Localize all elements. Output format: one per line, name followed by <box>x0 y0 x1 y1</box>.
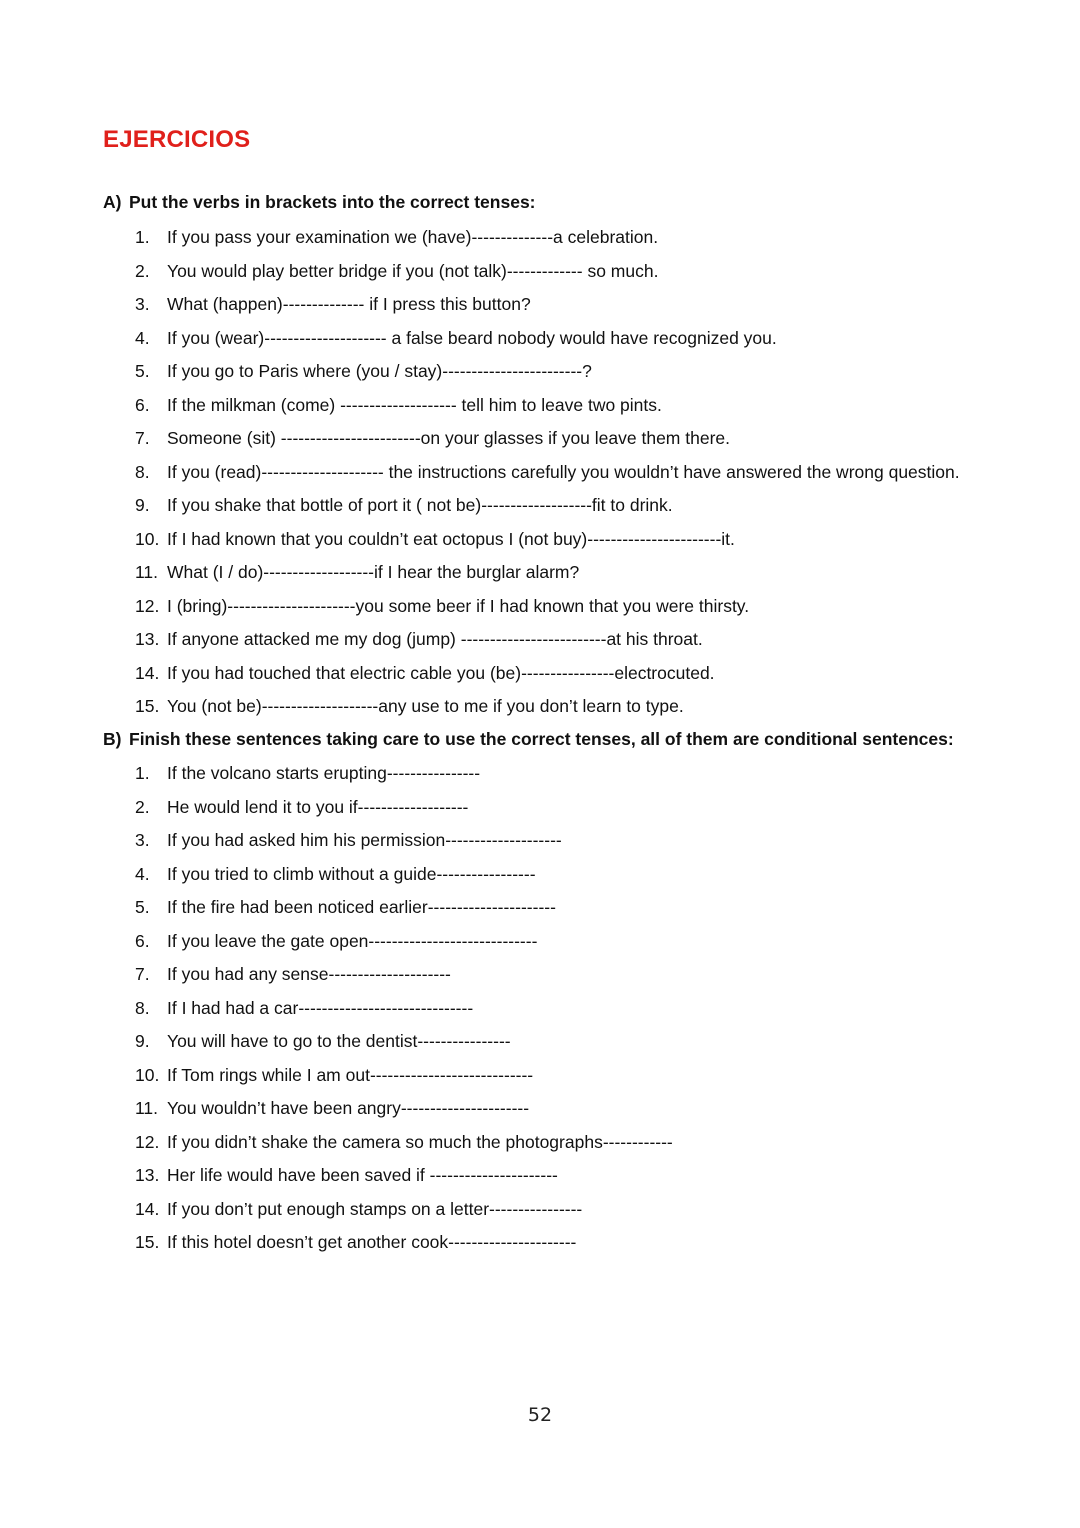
item-text: If the milkman (come) -------------------- tell him to leave two pints. <box>167 394 662 415</box>
list-item <box>135 456 960 490</box>
list-item <box>135 1059 673 1093</box>
list-item <box>135 355 960 389</box>
item-text: If you had asked him his permission-------------------- <box>167 830 562 850</box>
item-number: 7. <box>135 428 150 448</box>
item-text: If you didn’t shake the camera so much the photographs------------ <box>167 1131 673 1152</box>
section-a-heading-text: Put the verbs in brackets into the correct tenses: <box>129 192 536 212</box>
list-item <box>135 1126 673 1160</box>
item-text: If the volcano starts erupting---------------- <box>167 763 481 783</box>
list-item <box>135 992 673 1026</box>
list-item <box>135 221 960 255</box>
item-text: You would play better bridge if you (not talk)------------- so much. <box>167 260 659 281</box>
item-text: If Tom rings while I am out---------------------------- <box>167 1064 534 1085</box>
item-number: 14. <box>135 662 160 683</box>
list-item <box>135 422 960 456</box>
item-number: 6. <box>135 394 150 415</box>
item-number: 10. <box>135 1064 160 1085</box>
item-text: If you tried to climb without a guide----------------- <box>167 863 536 884</box>
section-a-letter: A) <box>103 192 122 212</box>
item-number: 9. <box>135 495 150 515</box>
list-item <box>135 657 960 691</box>
item-text: He would lend it to you if------------------- <box>167 796 469 817</box>
list-item <box>135 824 673 858</box>
item-number: 5. <box>135 361 150 381</box>
item-text: You wouldn’t have been angry---------------------- <box>167 1098 530 1118</box>
list-item <box>135 489 960 523</box>
list-item <box>135 590 960 624</box>
item-text: If you had any sense--------------------- <box>167 964 451 984</box>
list-item <box>135 757 673 791</box>
item-text: If you had touched that electric cable you (be)----------------electrocuted. <box>167 662 715 683</box>
item-number: 4. <box>135 327 150 348</box>
section-a-list <box>135 221 960 724</box>
item-text: If you shake that bottle of port it ( not be)-------------------fit to drink. <box>167 495 673 515</box>
list-item <box>135 925 673 959</box>
item-text: If I had had a car------------------------------ <box>167 997 474 1018</box>
item-number: 13. <box>135 1165 160 1185</box>
page-title: EJERCICIOS <box>103 126 251 153</box>
section-a-heading <box>103 192 536 213</box>
list-item <box>135 1193 673 1227</box>
list-item <box>135 1092 673 1126</box>
list-item <box>135 1226 673 1260</box>
section-b-letter: B) <box>103 729 122 749</box>
item-number: 2. <box>135 796 150 817</box>
section-b-heading <box>103 729 954 750</box>
item-number: 7. <box>135 964 150 984</box>
item-number: 3. <box>135 294 150 314</box>
list-item <box>135 690 960 724</box>
list-item <box>135 556 960 590</box>
list-item <box>135 1025 673 1059</box>
item-text: You will have to go to the dentist---------------- <box>167 1031 511 1051</box>
item-text: If you (read)--------------------- the instructions carefully you wouldn’t have answered the wrong question. <box>167 461 960 482</box>
item-number: 4. <box>135 863 150 884</box>
item-number: 5. <box>135 897 150 917</box>
item-number: 15. <box>135 1232 160 1252</box>
item-text: If the fire had been noticed earlier---------------------- <box>167 897 556 917</box>
item-text: If you go to Paris where (you / stay)------------------------? <box>167 361 592 381</box>
list-item <box>135 958 673 992</box>
item-number: 1. <box>135 763 150 783</box>
list-item <box>135 389 960 423</box>
item-text: If this hotel doesn’t get another cook---------------------- <box>167 1232 577 1252</box>
item-number: 9. <box>135 1031 150 1051</box>
item-number: 11. <box>135 562 159 582</box>
item-number: 2. <box>135 260 150 281</box>
item-number: 12. <box>135 1131 160 1152</box>
item-number: 8. <box>135 997 150 1018</box>
list-item <box>135 1159 673 1193</box>
item-number: 12. <box>135 595 160 616</box>
item-number: 1. <box>135 227 150 247</box>
item-number: 14. <box>135 1198 160 1219</box>
list-item <box>135 288 960 322</box>
item-text: Her life would have been saved if ---------------------- <box>167 1165 558 1185</box>
list-item <box>135 858 673 892</box>
item-text: If you don’t put enough stamps on a letter---------------- <box>167 1198 583 1219</box>
item-text: If you pass your examination we (have)--------------a celebration. <box>167 227 659 247</box>
list-item <box>135 322 960 356</box>
item-text: If you (wear)--------------------- a false beard nobody would have recognized you. <box>167 327 777 348</box>
item-number: 10. <box>135 528 160 549</box>
item-text: You (not be)--------------------any use to me if you don’t learn to type. <box>167 696 684 716</box>
page-number: 52 <box>527 1404 553 1426</box>
item-text: If anyone attacked me my dog (jump) -------------------------at his throat. <box>167 629 703 649</box>
item-text: I (bring)----------------------you some beer if I had known that you were thirsty. <box>167 595 750 616</box>
item-text: What (happen)-------------- if I press this button? <box>167 294 531 314</box>
item-number: 11. <box>135 1098 159 1118</box>
item-number: 8. <box>135 461 150 482</box>
item-text: What (I / do)-------------------if I hear the burglar alarm? <box>167 562 580 582</box>
list-item <box>135 523 960 557</box>
item-text: Someone (sit) ------------------------on your glasses if you leave them there. <box>167 428 730 448</box>
item-text: If I had known that you couldn’t eat octopus I (not buy)-----------------------it. <box>167 528 735 549</box>
list-item <box>135 255 960 289</box>
item-number: 13. <box>135 629 160 649</box>
list-item <box>135 891 673 925</box>
item-number: 15. <box>135 696 160 716</box>
list-item <box>135 791 673 825</box>
item-number: 3. <box>135 830 150 850</box>
item-number: 6. <box>135 930 150 951</box>
section-b-list <box>135 757 673 1260</box>
list-item <box>135 623 960 657</box>
item-text: If you leave the gate open----------------------------- <box>167 930 538 951</box>
section-b-heading-text: Finish these sentences taking care to use the correct tenses, all of them are conditional sentences: <box>129 729 954 749</box>
